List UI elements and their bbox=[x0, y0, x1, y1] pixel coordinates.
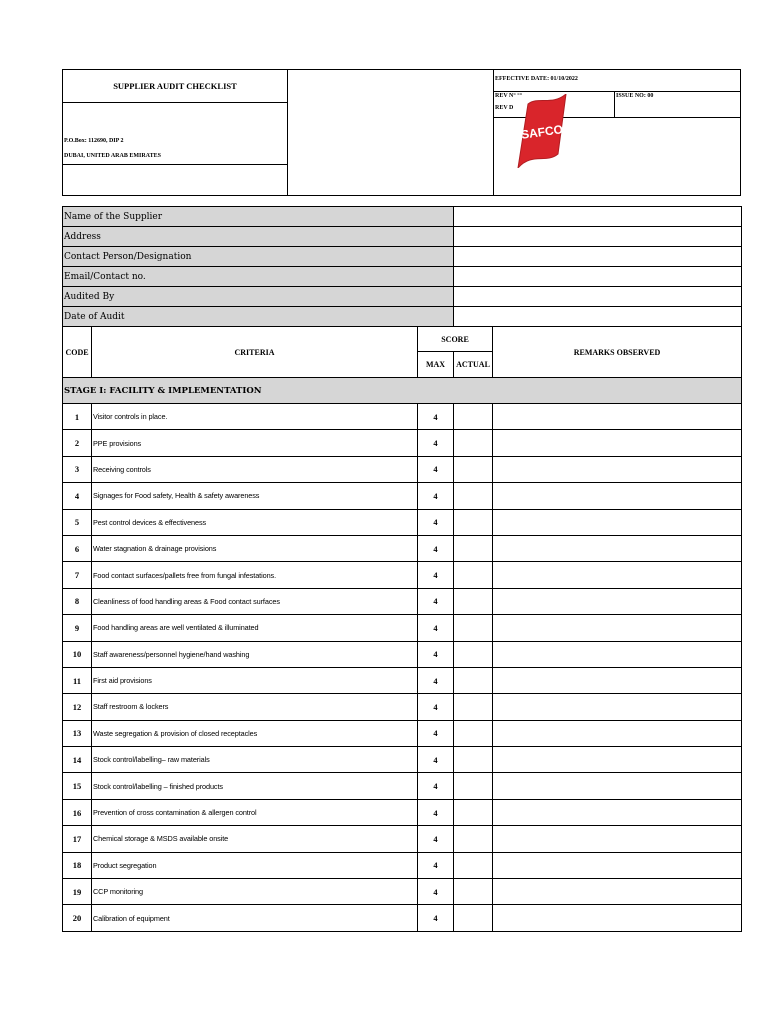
row-code: 20 bbox=[63, 905, 92, 931]
header-remarks: REMARKS OBSERVED bbox=[493, 327, 742, 378]
row-actual-score[interactable] bbox=[454, 826, 493, 852]
row-remarks[interactable] bbox=[493, 404, 742, 430]
row-actual-score[interactable] bbox=[454, 483, 493, 509]
table-row bbox=[63, 404, 742, 430]
row-actual-score[interactable] bbox=[454, 430, 493, 456]
row-remarks[interactable] bbox=[493, 826, 742, 852]
table-row bbox=[63, 535, 742, 561]
row-remarks[interactable] bbox=[493, 720, 742, 746]
address-line-1: P.O.Box: 112690, DIP 2 bbox=[64, 138, 124, 144]
row-criteria: PPE provisions bbox=[92, 430, 418, 456]
row-actual-score[interactable] bbox=[454, 694, 493, 720]
row-code: 2 bbox=[63, 430, 92, 456]
info-row bbox=[63, 227, 742, 247]
row-max-score: 4 bbox=[418, 404, 454, 430]
info-row bbox=[63, 247, 742, 267]
row-remarks[interactable] bbox=[493, 667, 742, 693]
table-row bbox=[63, 430, 742, 456]
row-remarks[interactable] bbox=[493, 509, 742, 535]
row-criteria: Stock control/labelling– raw materials bbox=[92, 747, 418, 773]
revision-date: REV D bbox=[495, 105, 514, 111]
info-value-address[interactable] bbox=[454, 227, 742, 247]
row-code: 3 bbox=[63, 456, 92, 482]
revision-number: REV N° °° bbox=[495, 93, 523, 99]
row-actual-score[interactable] bbox=[454, 641, 493, 667]
header-code: CODE bbox=[63, 327, 92, 378]
document-header bbox=[62, 69, 741, 196]
table-row bbox=[63, 773, 742, 799]
audit-checklist-table bbox=[62, 206, 742, 932]
stage-title: STAGE I: FACILITY & IMPLEMENTATION bbox=[63, 378, 742, 404]
effective-date: EFFECTIVE DATE: 01/10/2022 bbox=[494, 70, 741, 92]
row-criteria: Staff awareness/personnel hygiene/hand washing bbox=[92, 641, 418, 667]
table-row bbox=[63, 483, 742, 509]
row-actual-score[interactable] bbox=[454, 667, 493, 693]
row-code: 18 bbox=[63, 852, 92, 878]
row-remarks[interactable] bbox=[493, 562, 742, 588]
table-row bbox=[63, 799, 742, 825]
row-max-score: 4 bbox=[418, 588, 454, 614]
row-max-score: 4 bbox=[418, 509, 454, 535]
row-code: 6 bbox=[63, 535, 92, 561]
row-actual-score[interactable] bbox=[454, 615, 493, 641]
row-max-score: 4 bbox=[418, 694, 454, 720]
row-code: 19 bbox=[63, 879, 92, 905]
table-row bbox=[63, 615, 742, 641]
row-max-score: 4 bbox=[418, 905, 454, 931]
row-max-score: 4 bbox=[418, 641, 454, 667]
info-label-supplier-name: Name of the Supplier bbox=[63, 207, 454, 227]
row-code: 10 bbox=[63, 641, 92, 667]
row-remarks[interactable] bbox=[493, 430, 742, 456]
row-criteria: First aid provisions bbox=[92, 667, 418, 693]
row-max-score: 4 bbox=[418, 879, 454, 905]
row-remarks[interactable] bbox=[493, 852, 742, 878]
info-label-contact-person: Contact Person/Designation bbox=[63, 247, 454, 267]
stage-row bbox=[63, 378, 742, 404]
row-code: 7 bbox=[63, 562, 92, 588]
row-remarks[interactable] bbox=[493, 799, 742, 825]
row-max-score: 4 bbox=[418, 747, 454, 773]
info-value-audit-date[interactable] bbox=[454, 307, 742, 327]
row-max-score: 4 bbox=[418, 720, 454, 746]
info-row bbox=[63, 207, 742, 227]
row-actual-score[interactable] bbox=[454, 588, 493, 614]
row-criteria: Food handling areas are well ventilated & illuminated bbox=[92, 615, 418, 641]
row-actual-score[interactable] bbox=[454, 720, 493, 746]
issue-cell bbox=[614, 92, 741, 117]
row-code: 13 bbox=[63, 720, 92, 746]
header-right-block bbox=[493, 70, 741, 195]
row-code: 14 bbox=[63, 747, 92, 773]
row-criteria: Product segregation bbox=[92, 852, 418, 878]
row-code: 12 bbox=[63, 694, 92, 720]
row-criteria: Cleanliness of food handling areas & Food contact surfaces bbox=[92, 588, 418, 614]
row-criteria: Stock control/labelling – finished products bbox=[92, 773, 418, 799]
info-value-contact-person[interactable] bbox=[454, 247, 742, 267]
table-row bbox=[63, 879, 742, 905]
row-remarks[interactable] bbox=[493, 694, 742, 720]
table-row bbox=[63, 562, 742, 588]
row-max-score: 4 bbox=[418, 799, 454, 825]
info-value-supplier-name[interactable] bbox=[454, 207, 742, 227]
row-remarks[interactable] bbox=[493, 747, 742, 773]
row-code: 5 bbox=[63, 509, 92, 535]
row-max-score: 4 bbox=[418, 615, 454, 641]
info-value-audited-by[interactable] bbox=[454, 287, 742, 307]
row-remarks[interactable] bbox=[493, 535, 742, 561]
info-label-email: Email/Contact no. bbox=[63, 267, 454, 287]
row-max-score: 4 bbox=[418, 456, 454, 482]
info-row bbox=[63, 267, 742, 287]
row-max-score: 4 bbox=[418, 430, 454, 456]
row-max-score: 4 bbox=[418, 483, 454, 509]
row-remarks[interactable] bbox=[493, 879, 742, 905]
row-actual-score[interactable] bbox=[454, 852, 493, 878]
header-empty-cell bbox=[63, 164, 287, 195]
row-criteria: Chemical storage & MSDS available onsite bbox=[92, 826, 418, 852]
table-row bbox=[63, 747, 742, 773]
row-code: 11 bbox=[63, 667, 92, 693]
info-label-address: Address bbox=[63, 227, 454, 247]
table-row bbox=[63, 852, 742, 878]
row-criteria: Food contact surfaces/pallets free from fungal infestations. bbox=[92, 562, 418, 588]
table-row bbox=[63, 456, 742, 482]
table-row bbox=[63, 694, 742, 720]
row-criteria: Pest control devices & effectiveness bbox=[92, 509, 418, 535]
row-max-score: 4 bbox=[418, 826, 454, 852]
row-remarks[interactable] bbox=[493, 773, 742, 799]
row-actual-score[interactable] bbox=[454, 905, 493, 931]
table-row bbox=[63, 905, 742, 931]
header-max: MAX bbox=[418, 352, 454, 378]
row-actual-score[interactable] bbox=[454, 404, 493, 430]
row-criteria: Water stagnation & drainage provisions bbox=[92, 535, 418, 561]
row-remarks[interactable] bbox=[493, 483, 742, 509]
row-criteria: Signages for Food safety, Health & safety awareness bbox=[92, 483, 418, 509]
row-code: 1 bbox=[63, 404, 92, 430]
header-criteria: CRITERIA bbox=[92, 327, 418, 378]
table-row bbox=[63, 826, 742, 852]
document-title: SUPPLIER AUDIT CHECKLIST bbox=[63, 70, 287, 103]
header-actual: ACTUAL bbox=[454, 352, 493, 378]
header-score: SCORE bbox=[418, 327, 493, 352]
column-header-row bbox=[63, 327, 742, 352]
row-max-score: 4 bbox=[418, 535, 454, 561]
row-code: 17 bbox=[63, 826, 92, 852]
row-code: 4 bbox=[63, 483, 92, 509]
row-code: 16 bbox=[63, 799, 92, 825]
address-line-2: DUBAI, UNITED ARAB EMIRATES bbox=[64, 153, 161, 159]
row-max-score: 4 bbox=[418, 562, 454, 588]
info-row bbox=[63, 287, 742, 307]
row-criteria: Calibration of equipment bbox=[92, 905, 418, 931]
info-label-audit-date: Date of Audit bbox=[63, 307, 454, 327]
row-code: 8 bbox=[63, 588, 92, 614]
table-row bbox=[63, 720, 742, 746]
header-left-block bbox=[63, 70, 288, 195]
info-row bbox=[63, 307, 742, 327]
row-actual-score[interactable] bbox=[454, 509, 493, 535]
row-actual-score[interactable] bbox=[454, 562, 493, 588]
row-remarks[interactable] bbox=[493, 641, 742, 667]
row-criteria: Waste segregation & provision of closed receptacles bbox=[92, 720, 418, 746]
row-criteria: Staff restroom & lockers bbox=[92, 694, 418, 720]
row-max-score: 4 bbox=[418, 773, 454, 799]
row-criteria: Prevention of cross contamination & allergen control bbox=[92, 799, 418, 825]
issue-number: ISSUE NO: 00 bbox=[616, 93, 654, 99]
row-actual-score[interactable] bbox=[454, 799, 493, 825]
row-actual-score[interactable] bbox=[454, 535, 493, 561]
row-actual-score[interactable] bbox=[454, 879, 493, 905]
row-actual-score[interactable] bbox=[454, 773, 493, 799]
table-row bbox=[63, 588, 742, 614]
table-row bbox=[63, 509, 742, 535]
row-remarks[interactable] bbox=[493, 456, 742, 482]
row-criteria: Visitor controls in place. bbox=[92, 404, 418, 430]
logo-text: SAFCO bbox=[520, 122, 564, 142]
row-remarks[interactable] bbox=[493, 905, 742, 931]
safco-logo bbox=[516, 94, 568, 168]
row-code: 9 bbox=[63, 615, 92, 641]
row-criteria: CCP monitoring bbox=[92, 879, 418, 905]
row-actual-score[interactable] bbox=[454, 747, 493, 773]
table-row bbox=[63, 667, 742, 693]
info-label-audited-by: Audited By bbox=[63, 287, 454, 307]
row-code: 15 bbox=[63, 773, 92, 799]
info-value-email[interactable] bbox=[454, 267, 742, 287]
row-remarks[interactable] bbox=[493, 615, 742, 641]
table-row bbox=[63, 641, 742, 667]
row-max-score: 4 bbox=[418, 667, 454, 693]
row-actual-score[interactable] bbox=[454, 456, 493, 482]
row-remarks[interactable] bbox=[493, 588, 742, 614]
row-max-score: 4 bbox=[418, 852, 454, 878]
row-criteria: Receiving controls bbox=[92, 456, 418, 482]
